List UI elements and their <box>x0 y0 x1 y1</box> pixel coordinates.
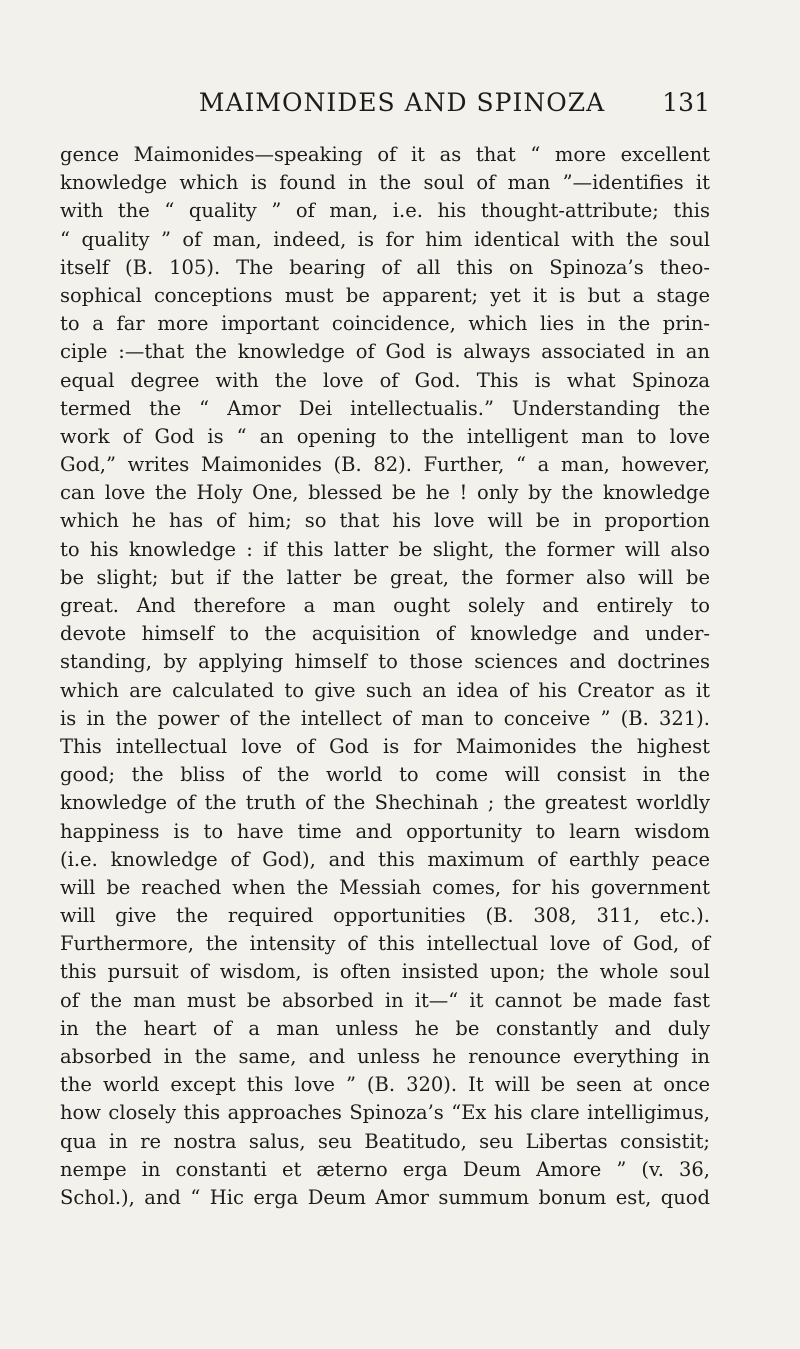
text-line: absorbed in the same, and unless he renounce everything in <box>60 1045 710 1068</box>
text-line: devote himself to the acquisition of knowledge and under- <box>60 622 710 646</box>
text-line: good; the bliss of the world to come will consist in the <box>60 763 710 787</box>
body-text <box>60 141 710 1212</box>
text-line: termed the “ Amor Dei intellectualis.” Understanding the <box>60 396 710 420</box>
text-line: will give the required opportunities (B. 308, 311, etc.). <box>60 904 710 928</box>
text-line: sophical conceptions must be apparent; yet it is but a stage <box>60 283 710 307</box>
text-line: how closely this approaches Spinoza’s “Ex his clare intelligimus, <box>60 1101 710 1125</box>
text-line: of the man must be absorbed in it—“ it cannot be made fast <box>60 988 710 1012</box>
text-line: knowledge of the truth of the Shechinah ; the greatest worldly <box>60 791 710 815</box>
text-line: to his knowledge : if this latter be slight, the former will also <box>60 537 710 561</box>
text-line: (i.e. knowledge of God), and this maximum of earthly peace <box>60 847 710 871</box>
text-line: the world except this love ” (B. 320). It will be seen at once <box>60 1073 710 1097</box>
text-line: nempe in constanti et æterno erga Deum Amore ” (v. 36, <box>60 1157 710 1181</box>
text-line: Furthermore, the intensity of this intellectual love of God, of <box>60 932 710 956</box>
text-line: in the heart of a man unless he be constantly and duly <box>60 1016 710 1040</box>
text-line: with the “ quality ” of man, i.e. his thought-attribute; this <box>60 199 710 223</box>
text-line: this pursuit of wisdom, is often insisted upon; the whole soul <box>60 960 710 984</box>
text-line: Schol.), and “ Hic erga Deum Amor summum bonum est, quod <box>60 1185 710 1209</box>
text-line: which he has of him; so that his love will be in proportion <box>60 509 710 533</box>
text-line: standing, by applying himself to those sciences and doctrines <box>60 650 710 674</box>
text-line: happiness is to have time and opportunity to learn wisdom <box>60 819 710 843</box>
text-line: qua in re nostra salus, seu Beatitudo, seu Libertas consistit; <box>60 1129 710 1153</box>
page-number: 131 <box>662 88 710 117</box>
text-line: will be reached when the Messiah comes, for his government <box>60 875 710 899</box>
text-line: God,” writes Maimonides (B. 82). Further, “ a man, however, <box>60 453 710 477</box>
text-line: itself (B. 105). The bearing of all this on Spinoza’s theo- <box>60 255 710 279</box>
running-head <box>60 88 710 128</box>
text-line: “ quality ” of man, indeed, is for him identical with the soul <box>60 227 710 251</box>
text-line: be slight; but if the latter be great, the former also will be <box>60 565 710 589</box>
text-line: which are calculated to give such an idea of his Creator as it <box>60 678 710 702</box>
text-line: is in the power of the intellect of man to conceive ” (B. 321). <box>60 706 710 730</box>
text-line: gence Maimonides—speaking of it as that “ more excellent <box>60 143 710 166</box>
text-line: equal degree with the love of God. This is what Spinoza <box>60 368 710 392</box>
text-line: This intellectual love of God is for Maimonides the highest <box>60 734 710 758</box>
text-line: can love the Holy One, blessed be he ! only by the knowledge <box>60 481 710 505</box>
text-line: great. And therefore a man ought solely and entirely to <box>60 594 710 617</box>
text-line: to a far more important coincidence, which lies in the prin- <box>60 312 710 336</box>
text-line: knowledge which is found in the soul of man ”—identifies it <box>60 171 710 195</box>
running-title: MAIMONIDES AND SPINOZA <box>198 88 606 117</box>
text-line: work of God is “ an opening to the intelligent man to love <box>60 424 710 448</box>
text-line: ciple :—that the knowledge of God is always associated in an <box>60 340 710 364</box>
